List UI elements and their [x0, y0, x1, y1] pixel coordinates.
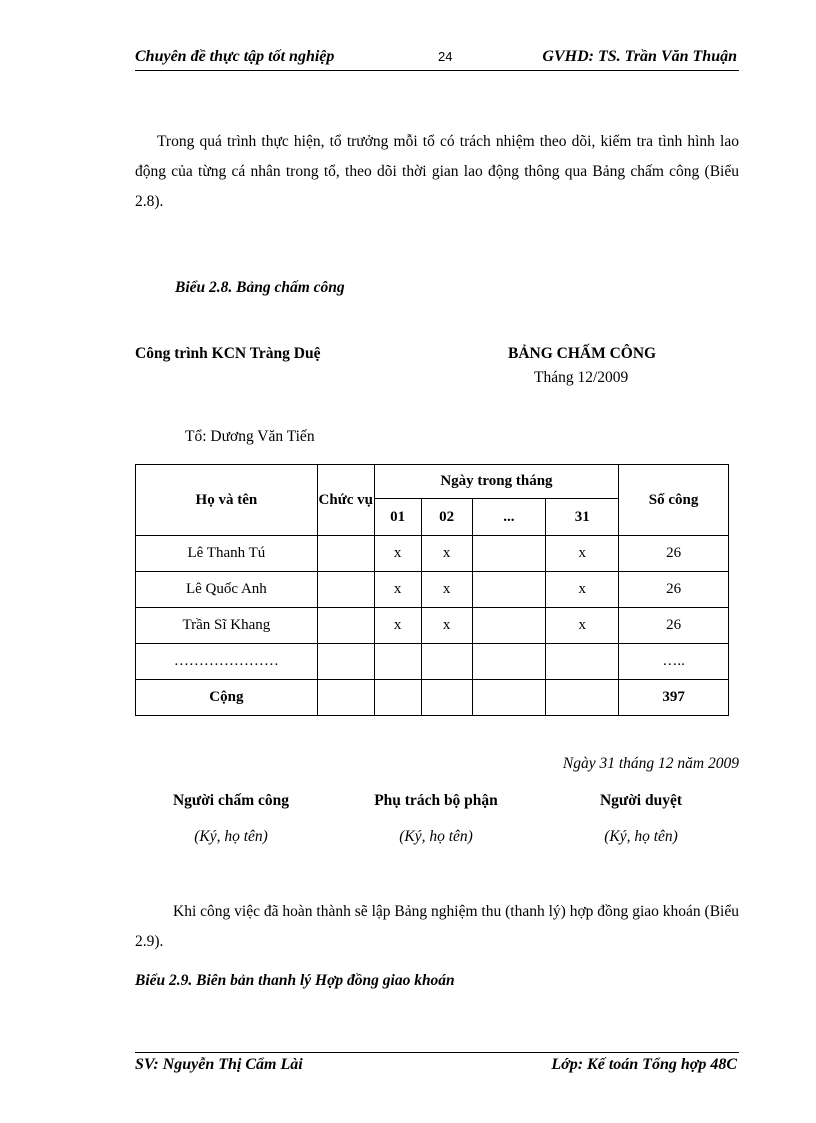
signature-role-timekeeper: Người chấm công — [172, 792, 290, 809]
caption-table-2-8: Biểu 2.8. Bảng chấm công — [175, 279, 345, 296]
cell-day-31 — [546, 644, 619, 680]
caption-table-2-9: Biểu 2.9. Biên bản thanh lý Hợp đồng giao khoán — [135, 972, 455, 989]
cell-position — [317, 644, 374, 680]
cell-position — [317, 608, 374, 644]
signature-role-approver: Người duyệt — [599, 792, 683, 809]
col-header-name: Họ và tên — [136, 465, 318, 536]
signature-note-department-head: (Ký, họ tên) — [399, 828, 473, 845]
cell-name: Lê Quốc Anh — [136, 572, 318, 608]
col-header-total: Số công — [619, 465, 729, 536]
table-row — [136, 572, 729, 608]
header-document-title: Chuyên đề thực tập tốt nghiệp — [135, 48, 335, 65]
cell-day-02: x — [421, 572, 472, 608]
cell-total: 26 — [619, 572, 729, 608]
cell-day-01: x — [374, 572, 421, 608]
footer-class: Lớp: Kế toán Tổng hợp 48C — [551, 1056, 737, 1073]
attendance-table — [135, 464, 729, 716]
cell-name: Trần Sĩ Khang — [136, 608, 318, 644]
cell-day-01 — [374, 644, 421, 680]
table-row — [136, 608, 729, 644]
col-header-position: Chức vụ — [317, 465, 374, 536]
cell-total: 26 — [619, 536, 729, 572]
day-header-ellipsis: ... — [472, 499, 546, 536]
form-month: Tháng 12/2009 — [534, 369, 629, 386]
cell-position — [317, 572, 374, 608]
day-header-02: 02 — [421, 499, 472, 536]
team-leader: Tổ: Dương Văn Tiến — [185, 428, 315, 445]
signature-note-approver: (Ký, họ tên) — [604, 828, 678, 845]
cell-name: ………………… — [136, 644, 318, 680]
footer-student: SV: Nguyễn Thị Cẩm Lài — [135, 1056, 303, 1073]
cell-total: 26 — [619, 608, 729, 644]
signature-role-department-head: Phụ trách bộ phận — [374, 792, 498, 809]
project-name: Công trình KCN Tràng Duệ — [135, 345, 321, 362]
date-line: Ngày 31 tháng 12 năm 2009 — [562, 755, 739, 772]
cell-day-mid — [472, 572, 546, 608]
sum-total: 397 — [619, 680, 729, 716]
cell-day-02 — [421, 644, 472, 680]
day-header-31: 31 — [546, 499, 619, 536]
header-supervisor: GVHD: TS. Trần Văn Thuận — [542, 48, 737, 65]
intro-paragraph: Trong quá trình thực hiện, tổ trưởng mỗi tổ có trách nhiệm theo dõi, kiểm tra tình hình lao động của từng cá nhân trong tổ, theo dõi thời gian lao động thông qua Bảng chấm công (Biểu 2.8). — [135, 133, 739, 210]
cell-day-mid — [472, 644, 546, 680]
cell-day-31: x — [546, 536, 619, 572]
table-sum-row — [136, 680, 729, 716]
cell-day-01: x — [374, 608, 421, 644]
cell-name: Lê Thanh Tú — [136, 536, 318, 572]
table-row — [136, 644, 729, 680]
col-header-days: Ngày trong tháng — [374, 465, 618, 499]
cell-total: ….. — [619, 644, 729, 680]
page-number: 24 — [438, 49, 453, 64]
cell-day-01: x — [374, 536, 421, 572]
table-row — [136, 536, 729, 572]
header-rule — [135, 70, 739, 71]
cell-day-02: x — [421, 536, 472, 572]
day-header-01: 01 — [374, 499, 421, 536]
cell-day-31: x — [546, 572, 619, 608]
footer-rule — [135, 1052, 739, 1053]
closing-paragraph: Khi công việc đã hoàn thành sẽ lập Bảng nghiệm thu (thanh lý) hợp đồng giao khoán (Biểu 2.9). — [135, 903, 739, 950]
cell-day-02: x — [421, 608, 472, 644]
cell-position — [317, 536, 374, 572]
cell-day-mid — [472, 536, 546, 572]
form-title: BẢNG CHẤM CÔNG — [508, 345, 657, 362]
cell-day-mid — [472, 608, 546, 644]
signature-note-timekeeper: (Ký, họ tên) — [194, 828, 268, 845]
cell-day-31: x — [546, 608, 619, 644]
sum-label: Cộng — [136, 680, 318, 716]
